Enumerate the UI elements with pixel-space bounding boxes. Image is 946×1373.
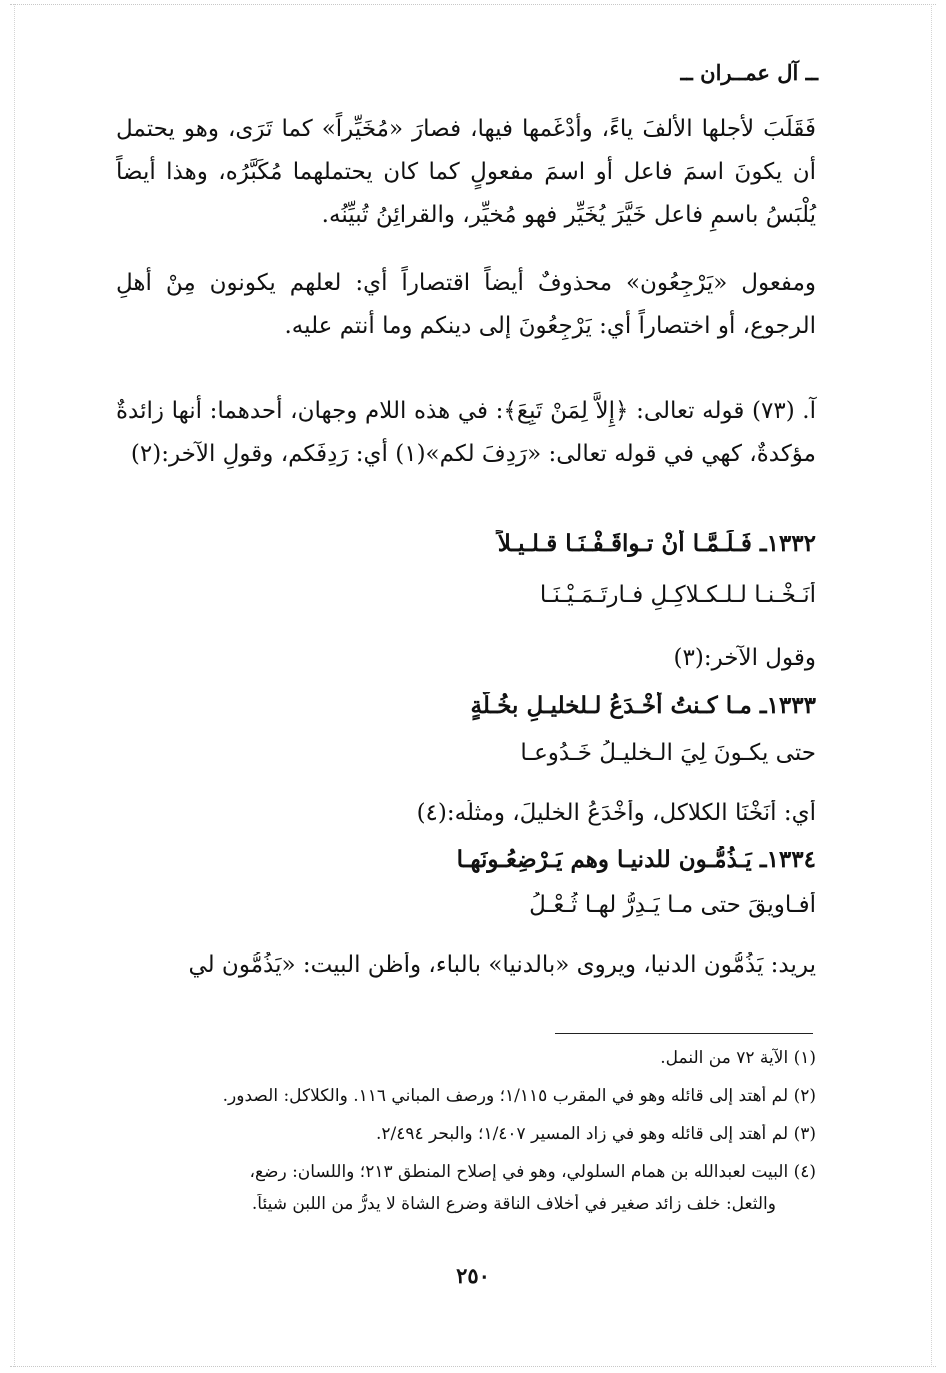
verse-1333-first-hemistich: ١٣٣٣ـ مـا كـنتُ أخْـدَعُ لـلخليـلِ بخُـلَّةٍ (470, 692, 816, 719)
running-header: ــ آل عمــران ــ (680, 60, 818, 85)
paragraph-object-of-verb: ومفعول «يَرْجِعُون» محذوفٌ أيضاً اقتصاراً أي: لعلهم يكونون مِنْ أهلِ الرجوع، أو اختصاراً أي: يَرْجِعُونَ إلى دينكم وما أنتم عليه. (116, 270, 816, 339)
page-number: ٢٥٠ (456, 1263, 490, 1288)
scan-border-right (931, 4, 932, 1367)
scan-border-bottom (10, 1366, 936, 1367)
verse-1333-second-hemistich: حتى يكـونَ لِيَ الـخليـلُ خَـدُوعـا (520, 740, 816, 766)
scan-border-left (14, 4, 15, 1367)
footnote-4-continuation: والثعل: خلف زائد صغير في أخلاف الناقة وضرع الشاة لا يدرُّ من اللبن شيئاً. (251, 1194, 776, 1214)
paragraph-continuation: فَقَلَبَ لأجلها الألفَ ياءً، وأدْغَمها فيها، فصارَ «مُخَيِّراً» كما تَرَى، وهو يحتمل أن يكونَ اسمَ فاعل أو اسمَ مفعولٍ كما كان يحتملهما مُكَبَّرُه، وهذا أيضاً يُلْبَسُ باسمِ فاعل خَيَّرَ يُخَيِّر فهو مُخيِّر، والقرائِنُ تُبيِّنُه. (116, 116, 816, 228)
footnote-separator (555, 1033, 813, 1034)
paragraph-explanation: يريد: يَذُمُّون الدنيا، ويروى «بالدنيا» بالباء، وأظن البيت: «يَذُمُّون لي (188, 952, 816, 978)
footnote-1: (١) الآية ٧٢ من النمل. (660, 1048, 816, 1068)
verse-1334-intro: أي: أنَخْنَا الكلاكل، وأَخْدَعُ الخليلَ، ومثلُه:(٤) (416, 800, 816, 826)
footnote-3: (٣) لم أهتد إلى قائله وهو في زاد المسير ١/٤٠٧؛ والبحر ٢/٤٩٤. (375, 1124, 816, 1144)
footnote-2: (٢) لم أهتد إلى قائله وهو في المقرب ١/١١٥؛ ورصف المباني ١١٦. والكلاكل: الصدور. (222, 1086, 816, 1106)
paragraph-verse-73: آ. (٧٣) قوله تعالى: ﴿إِلاَّ لِمَنْ تَبِعَ﴾: في هذه اللام وجهان، أحدهما: أنها زائدةٌ مؤكدةٌ، كهي في قوله تعالى: «رَدِفَ لكم»(١) أي: رَدِفَكم، وقولِ الآخر:(٢) (116, 398, 816, 467)
footnote-4: (٤) البيت لعبدالله بن همام السلولي، وهو في إصلاح المنطق ٢١٣؛ واللسان: رضع، (249, 1162, 816, 1182)
verse-1334-second-hemistich: أفـاويقَ حتى مـا يَـدِرُّ لهـا ثُـعْـلُ (529, 892, 816, 918)
scan-border-top (10, 4, 936, 5)
verse-1332-first-hemistich: ١٣٣٢ـ فَـلَـمَّـا أنْ تـواقَـفْـنَـا قـلـيـلاً (497, 530, 816, 557)
verse-1333-intro: وقول الآخر:(٣) (673, 645, 816, 671)
verse-1332-second-hemistich: أنَـخْـنـا لـلـكـلاكِـلِ فـارتَـمَـيْـنَـا (539, 582, 816, 608)
verse-1334-first-hemistich: ١٣٣٤ـ يَـذُمُّـون للدنيـا وهم يَـرْضِعُـونَهـا (456, 846, 816, 873)
